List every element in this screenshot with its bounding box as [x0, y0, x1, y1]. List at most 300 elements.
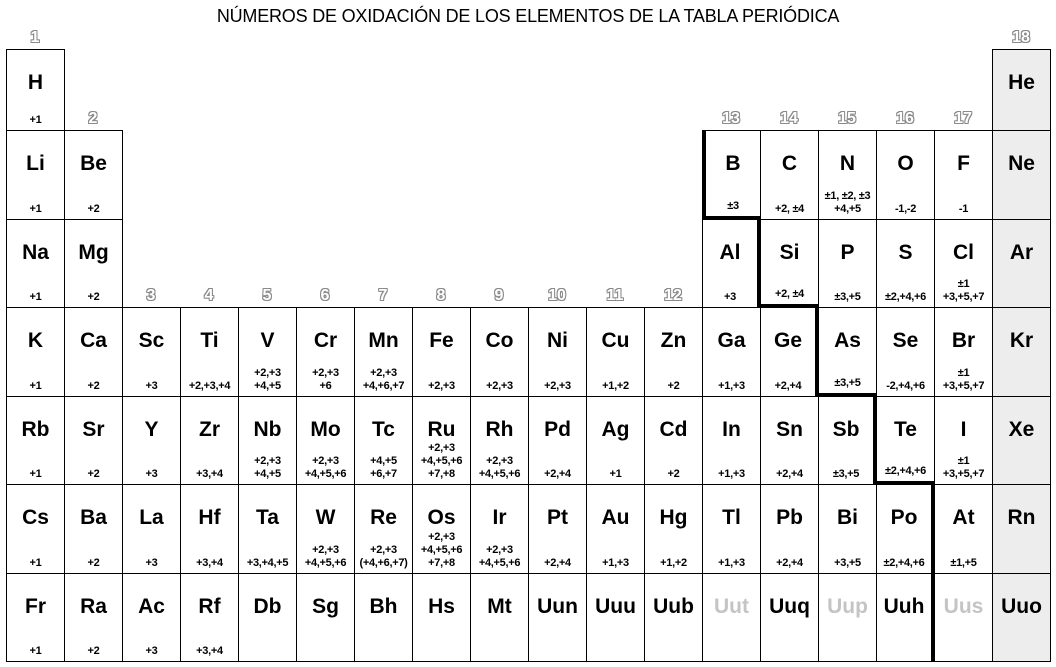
- element-cell-Uuo: [992, 573, 1051, 663]
- oxidation-line: ±1, ±2, ±3: [824, 189, 871, 202]
- element-cell-P: [818, 219, 877, 309]
- element-cell-Ir: [470, 484, 529, 574]
- oxidation-line: +2,+3: [428, 442, 455, 454]
- oxidation-numbers: [877, 203, 934, 216]
- element-cell-Ag: [586, 396, 645, 486]
- element-symbol: Ba: [80, 506, 107, 529]
- oxidation-numbers: [181, 380, 238, 393]
- group-label-3: 3: [146, 287, 156, 304]
- element-cell-Zn: [644, 307, 703, 397]
- oxidation-numbers: [877, 380, 934, 393]
- oxidation-line: +1: [29, 645, 42, 657]
- oxidation-line: +2,+3: [312, 543, 339, 556]
- oxidation-line: +1: [29, 468, 42, 480]
- oxidation-numbers: [7, 114, 64, 127]
- element-cell-Si: [760, 219, 819, 309]
- element-symbol: Cr: [313, 329, 338, 352]
- element-cell-Br: [934, 307, 993, 397]
- element-symbol: Uut: [714, 594, 749, 618]
- element-cell-Pd: [528, 396, 587, 486]
- oxidation-line: +3,+4: [196, 556, 223, 569]
- oxidation-line: ±2,+4,+6: [883, 556, 925, 569]
- element-cell-Sn: [760, 396, 819, 486]
- element-cell-Re: [354, 484, 413, 574]
- oxidation-numbers: [413, 380, 470, 393]
- oxidation-line: +2,+3: [486, 543, 513, 556]
- oxidation-line: +2, ±4: [774, 202, 804, 215]
- element-cell-Rh: [470, 396, 529, 486]
- element-symbol: Cu: [601, 329, 630, 352]
- element-cell-S: [876, 219, 935, 309]
- element-cell-Xe: [992, 396, 1051, 486]
- element-symbol: Cl: [953, 240, 974, 264]
- oxidation-line: +2,+4: [776, 556, 803, 569]
- oxidation-numbers: [819, 291, 876, 304]
- element-symbol: Al: [719, 240, 741, 264]
- element-cell-Y: [122, 396, 181, 486]
- oxidation-line: +4,+5,+6: [304, 468, 347, 480]
- oxidation-numbers: [703, 468, 760, 481]
- element-symbol: Ra: [80, 594, 107, 618]
- oxidation-line: +2,+3: [254, 455, 281, 467]
- element-cell-Uut: [702, 573, 761, 663]
- oxidation-line: +2: [87, 556, 100, 569]
- oxidation-numbers: [471, 455, 528, 481]
- oxidation-line: +4,+6,+7: [362, 379, 405, 392]
- oxidation-line: +2: [667, 379, 680, 392]
- element-cell-Ca: [64, 307, 123, 397]
- element-symbol: V: [260, 329, 275, 352]
- group-label-8: 8: [436, 287, 446, 304]
- oxidation-numbers: [7, 203, 64, 216]
- element-cell-Os: [412, 484, 471, 574]
- element-symbol: Db: [253, 594, 282, 618]
- element-symbol: Bh: [369, 594, 398, 618]
- element-cell-Li: [6, 130, 65, 220]
- oxidation-numbers: [529, 380, 586, 393]
- oxidation-numbers: [645, 380, 702, 393]
- oxidation-line: +6: [319, 379, 332, 392]
- oxidation-numbers: [239, 455, 296, 481]
- group-label-7: 7: [378, 287, 388, 304]
- element-symbol: I: [960, 417, 967, 441]
- element-symbol: Zr: [199, 417, 220, 441]
- element-cell-Hg: [644, 484, 703, 574]
- element-cell-Ba: [64, 484, 123, 574]
- element-symbol: Uus: [943, 594, 984, 618]
- group-label-10: 10: [548, 287, 566, 304]
- element-symbol: Ru: [427, 417, 456, 441]
- group-label-5: 5: [262, 287, 272, 304]
- group-label-9: 9: [494, 287, 504, 304]
- element-symbol: Ti: [200, 329, 219, 352]
- element-symbol: La: [139, 506, 164, 529]
- oxidation-line: +3,+5,+7: [942, 468, 985, 480]
- group-label-4: 4: [204, 287, 214, 304]
- element-symbol: Pt: [547, 506, 568, 529]
- oxidation-line: +1: [29, 114, 42, 126]
- element-symbol: Y: [144, 417, 159, 441]
- oxidation-line: +2: [87, 468, 100, 480]
- element-symbol: Zn: [660, 329, 687, 352]
- oxidation-line: +4,+5,+6: [304, 556, 347, 569]
- oxidation-numbers: [7, 557, 64, 570]
- element-cell-Pt: [528, 484, 587, 574]
- oxidation-line: ±3,+5: [834, 291, 861, 303]
- element-symbol: Se: [892, 329, 919, 352]
- oxidation-line: ±1: [957, 455, 970, 467]
- oxidation-line: (+4,+6,+7): [359, 556, 408, 569]
- oxidation-numbers: [123, 468, 180, 481]
- element-symbol: Ar: [1009, 240, 1034, 264]
- element-symbol: Sc: [138, 329, 165, 352]
- element-cell-At: [934, 484, 993, 574]
- oxidation-line: +2,+3: [544, 379, 571, 392]
- element-cell-Na: [6, 219, 65, 309]
- element-symbol: Sb: [832, 417, 860, 441]
- element-symbol: Hg: [659, 506, 688, 529]
- oxidation-line: ±3: [727, 199, 739, 212]
- element-cell-Mn: [354, 307, 413, 397]
- oxidation-numbers: [297, 455, 354, 481]
- element-symbol: Re: [370, 506, 397, 529]
- oxidation-numbers: [703, 291, 757, 304]
- group-label-1: 1: [30, 29, 40, 46]
- oxidation-line: +2,+3: [312, 455, 339, 467]
- element-symbol: Rn: [1007, 506, 1036, 529]
- oxidation-numbers: [645, 468, 702, 481]
- element-cell-B: [702, 130, 761, 220]
- element-cell-Rf: [180, 573, 239, 663]
- element-symbol: Nb: [253, 417, 282, 441]
- element-symbol: Rh: [485, 417, 514, 441]
- oxidation-line: +3: [145, 379, 158, 392]
- oxidation-line: ±3,+5: [834, 376, 861, 389]
- element-symbol: Fe: [429, 329, 454, 352]
- oxidation-line: +3: [724, 291, 736, 303]
- oxidation-numbers: [587, 380, 644, 393]
- element-symbol: Mt: [487, 594, 512, 618]
- oxidation-line: +2,+3: [370, 366, 397, 379]
- oxidation-line: +7,+8: [428, 468, 455, 480]
- element-symbol: In: [722, 417, 741, 441]
- element-cell-Uuu: [586, 573, 645, 663]
- oxidation-line: +1,+3: [602, 556, 629, 569]
- element-cell-Sg: [296, 573, 355, 663]
- oxidation-line: +2,+3: [428, 530, 455, 543]
- oxidation-line: +4,+5: [254, 379, 281, 392]
- element-cell-Nb: [238, 396, 297, 486]
- oxidation-numbers: [7, 380, 64, 393]
- oxidation-line: +1: [29, 202, 42, 215]
- element-cell-Te: [876, 396, 935, 486]
- element-symbol: Po: [890, 506, 918, 529]
- oxidation-line: -2,+4,+6: [886, 379, 925, 392]
- oxidation-line: +2: [87, 202, 100, 215]
- element-symbol: Te: [894, 417, 917, 441]
- element-symbol: As: [834, 329, 861, 352]
- oxidation-line: -1: [958, 202, 969, 215]
- oxidation-line: +4,+5,+6: [420, 455, 463, 467]
- element-cell-Hf: [180, 484, 239, 574]
- element-cell-Ra: [64, 573, 123, 663]
- element-symbol: Mg: [78, 240, 109, 264]
- element-symbol: S: [898, 240, 913, 264]
- oxidation-line: +4,+5: [834, 202, 861, 215]
- oxidation-numbers: [413, 442, 470, 481]
- oxidation-line: +1,+2: [602, 379, 629, 392]
- oxidation-line: +1: [29, 379, 42, 392]
- element-symbol: Fr: [25, 594, 46, 618]
- group-label-6: 6: [320, 287, 330, 304]
- oxidation-line: +2,+4: [544, 468, 571, 480]
- element-symbol: Pb: [776, 506, 803, 529]
- element-symbol: Uuo: [1001, 594, 1042, 618]
- oxidation-numbers: [935, 367, 992, 393]
- element-cell-Ni: [528, 307, 587, 397]
- element-cell-Uub: [644, 573, 703, 663]
- oxidation-numbers: [7, 468, 64, 481]
- oxidation-numbers: [877, 465, 934, 478]
- element-cell-La: [122, 484, 181, 574]
- element-cell-Mg: [64, 219, 123, 309]
- oxidation-line: +4,+5: [370, 455, 397, 467]
- oxidation-line: +2: [87, 645, 100, 657]
- element-symbol: Ne: [1008, 152, 1035, 175]
- element-cell-Se: [876, 307, 935, 397]
- oxidation-line: +1: [29, 556, 42, 569]
- element-symbol: Uuq: [769, 594, 810, 618]
- oxidation-line: +3: [145, 556, 158, 569]
- oxidation-numbers: [703, 380, 760, 393]
- oxidation-line: +4,+5,+6: [420, 543, 463, 556]
- oxidation-line: ±2,+4,+6: [885, 465, 926, 477]
- oxidation-numbers: [471, 544, 528, 570]
- element-symbol: Na: [22, 240, 49, 264]
- element-cell-Uuh: [876, 573, 935, 663]
- element-cell-In: [702, 396, 761, 486]
- oxidation-line: +2,+4: [776, 468, 803, 480]
- oxidation-line: +3,+5: [834, 556, 861, 569]
- element-cell-Tl: [702, 484, 761, 574]
- element-symbol: Ga: [717, 329, 746, 352]
- oxidation-line: +7,+8: [428, 556, 455, 569]
- element-cell-V: [238, 307, 297, 397]
- oxidation-numbers: [935, 278, 992, 304]
- oxidation-numbers: [819, 557, 876, 570]
- oxidation-numbers: [123, 557, 180, 570]
- oxidation-numbers: [761, 203, 818, 216]
- group-label-12: 12: [664, 287, 682, 304]
- oxidation-numbers: [297, 544, 354, 570]
- oxidation-numbers: [65, 645, 122, 658]
- element-symbol: Uuh: [883, 594, 925, 618]
- element-symbol: Mn: [368, 329, 399, 352]
- group-label-11: 11: [606, 287, 624, 304]
- element-symbol: Ca: [80, 329, 107, 352]
- element-symbol: Ir: [492, 506, 507, 529]
- element-cell-As: [818, 307, 877, 397]
- oxidation-line: +2,+3: [312, 366, 339, 379]
- oxidation-numbers: [706, 200, 760, 213]
- page-title: NÚMEROS DE OXIDACIÓN DE LOS ELEMENTOS DE LA TABLA PERIÓDICA: [216, 6, 840, 26]
- oxidation-line: +3,+5,+7: [942, 379, 985, 392]
- element-symbol: Uuu: [595, 594, 636, 618]
- element-symbol: Hs: [428, 594, 455, 618]
- element-symbol: Br: [951, 329, 976, 352]
- element-cell-Cr: [296, 307, 355, 397]
- element-symbol: Ta: [256, 506, 279, 529]
- element-cell-Co: [470, 307, 529, 397]
- oxidation-numbers: [65, 557, 122, 570]
- oxidation-numbers: [471, 380, 528, 393]
- oxidation-numbers: [819, 190, 876, 216]
- element-cell-Cs: [6, 484, 65, 574]
- oxidation-numbers: [761, 380, 815, 393]
- element-cell-Bh: [354, 573, 413, 663]
- oxidation-numbers: [935, 557, 992, 570]
- element-symbol: P: [840, 240, 855, 264]
- element-symbol: Os: [427, 506, 456, 529]
- element-symbol: Uup: [827, 594, 868, 618]
- element-cell-Ac: [122, 573, 181, 663]
- element-symbol: Ge: [773, 329, 802, 352]
- element-symbol: Cs: [22, 506, 49, 529]
- oxidation-numbers: [65, 203, 122, 216]
- oxidation-line: +1,+2: [660, 556, 687, 569]
- element-symbol: Xe: [1008, 417, 1035, 441]
- oxidation-numbers: [181, 557, 238, 570]
- oxidation-line: +1: [29, 291, 42, 303]
- oxidation-line: +3: [145, 645, 158, 657]
- element-symbol: Sn: [776, 417, 803, 441]
- element-symbol: K: [27, 329, 44, 352]
- oxidation-numbers: [819, 468, 873, 481]
- element-symbol: Co: [485, 329, 514, 352]
- group-label-13: 13: [722, 110, 740, 127]
- oxidation-numbers: [935, 455, 992, 481]
- element-symbol: Pd: [544, 417, 571, 441]
- oxidation-numbers: [703, 557, 760, 570]
- oxidation-numbers: [239, 557, 296, 570]
- element-cell-Ne: [992, 130, 1051, 220]
- element-cell-Be: [64, 130, 123, 220]
- oxidation-line: +1,+3: [718, 379, 745, 392]
- element-cell-Rb: [6, 396, 65, 486]
- oxidation-line: +2,+3: [486, 379, 513, 392]
- element-cell-Uus: [934, 573, 993, 663]
- element-symbol: Ag: [601, 417, 630, 441]
- oxidation-line: +2,+3: [486, 455, 513, 467]
- element-symbol: Hf: [198, 506, 221, 529]
- oxidation-numbers: [587, 557, 644, 570]
- element-cell-W: [296, 484, 355, 574]
- oxidation-numbers: [7, 291, 64, 304]
- element-symbol: Mo: [310, 417, 341, 441]
- element-symbol: N: [839, 152, 856, 175]
- element-symbol: Ni: [547, 329, 568, 352]
- oxidation-line: +2,+3: [428, 379, 455, 392]
- oxidation-line: +2,+4: [774, 379, 802, 392]
- element-symbol: Kr: [1009, 329, 1034, 352]
- oxidation-numbers: [761, 557, 818, 570]
- oxidation-numbers: [65, 468, 122, 481]
- oxidation-line: +4,+5,+6: [478, 556, 521, 569]
- oxidation-numbers: [65, 291, 122, 304]
- oxidation-line: +4,+5,+6: [478, 468, 521, 480]
- oxidation-line: +6,+7: [370, 468, 397, 480]
- oxidation-numbers: [7, 645, 64, 658]
- element-cell-Zr: [180, 396, 239, 486]
- oxidation-numbers: [819, 377, 876, 390]
- oxidation-line: +3,+4: [196, 645, 223, 657]
- element-symbol: W: [315, 506, 336, 529]
- element-cell-Ar: [992, 219, 1051, 309]
- oxidation-line: +3,+5,+7: [942, 291, 985, 303]
- element-cell-H: [6, 49, 65, 131]
- oxidation-line: +4,+5: [254, 468, 281, 480]
- element-symbol: Tl: [722, 506, 741, 529]
- element-symbol: At: [952, 506, 975, 529]
- element-cell-Bi: [818, 484, 877, 574]
- element-cell-Kr: [992, 307, 1051, 397]
- element-symbol: Ac: [138, 594, 165, 618]
- oxidation-numbers: [413, 531, 470, 570]
- element-cell-Rn: [992, 484, 1051, 574]
- element-symbol: F: [957, 152, 970, 175]
- element-symbol: Rb: [21, 417, 50, 441]
- oxidation-numbers: [877, 291, 934, 304]
- element-cell-Ti: [180, 307, 239, 397]
- oxidation-numbers: [761, 468, 818, 481]
- oxidation-numbers: [355, 455, 412, 481]
- element-cell-Cd: [644, 396, 703, 486]
- oxidation-line: ±1: [957, 278, 970, 290]
- oxidation-numbers: [181, 645, 238, 658]
- element-cell-Uuq: [760, 573, 819, 663]
- element-cell-Hs: [412, 573, 471, 663]
- oxidation-line: +2: [87, 291, 100, 303]
- element-cell-Mt: [470, 573, 529, 663]
- element-cell-Mo: [296, 396, 355, 486]
- oxidation-numbers: [529, 557, 586, 570]
- oxidation-line: ±2,+4,+6: [885, 291, 926, 303]
- group-label-2: 2: [88, 110, 98, 127]
- element-cell-Pb: [760, 484, 819, 574]
- element-cell-C: [760, 130, 819, 220]
- oxidation-numbers: [877, 557, 931, 570]
- oxidation-line: +2, ±4: [774, 288, 804, 300]
- element-symbol: O: [897, 152, 914, 175]
- oxidation-line: +3,+4: [196, 468, 223, 480]
- oxidation-line: ±1,+5: [950, 556, 977, 569]
- oxidation-line: ±1: [957, 366, 970, 379]
- oxidation-line: +1,+3: [718, 468, 745, 480]
- element-cell-N: [818, 130, 877, 220]
- element-cell-Cl: [934, 219, 993, 309]
- element-cell-Sc: [122, 307, 181, 397]
- oxidation-line: +2: [667, 468, 680, 480]
- oxidation-line: +3,+4,+5: [246, 556, 289, 569]
- element-cell-Db: [238, 573, 297, 663]
- element-cell-Au: [586, 484, 645, 574]
- element-symbol: Au: [601, 506, 630, 529]
- element-cell-Fr: [6, 573, 65, 663]
- element-symbol: Uun: [537, 594, 578, 618]
- element-symbol: Rf: [198, 594, 221, 618]
- element-symbol: Cd: [659, 417, 688, 441]
- element-cell-Uup: [818, 573, 877, 663]
